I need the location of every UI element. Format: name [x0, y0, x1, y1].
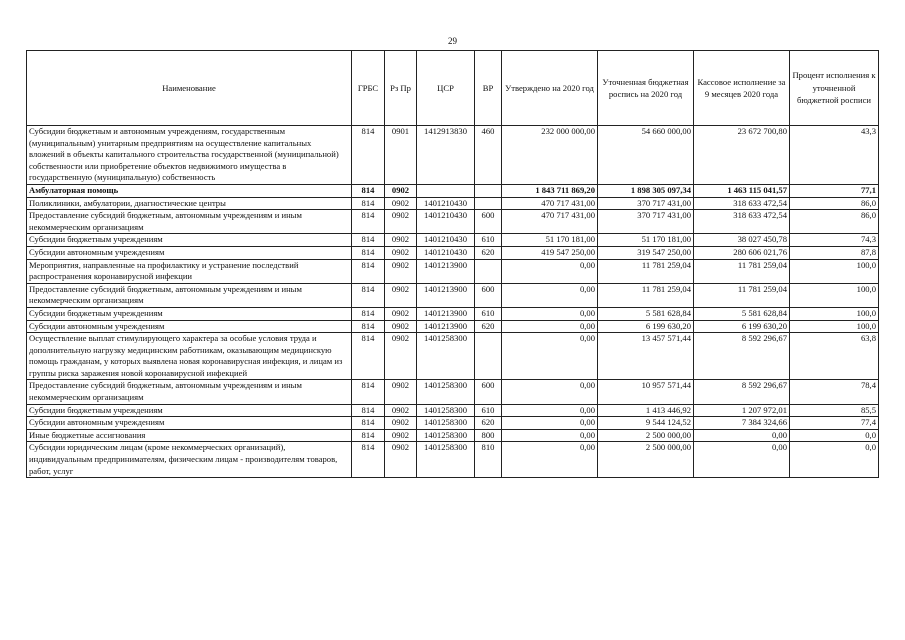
header-approved: Утверждено на 2020 год [502, 51, 598, 126]
cell-cash: 7 384 324,66 [694, 417, 790, 430]
cell-cash: 23 672 700,80 [694, 126, 790, 185]
header-csr: ЦСР [417, 51, 475, 126]
cell-rzpr: 0902 [385, 234, 417, 247]
cell-cash: 0,00 [694, 442, 790, 478]
cell-refined: 1 898 305 097,34 [598, 184, 694, 197]
cell-grbs: 814 [352, 259, 385, 283]
cell-grbs: 814 [352, 333, 385, 380]
cell-approved: 0,00 [502, 333, 598, 380]
cell-rzpr: 0902 [385, 246, 417, 259]
cell-cash: 11 781 259,04 [694, 259, 790, 283]
cell-rzpr: 0902 [385, 333, 417, 380]
cell-refined: 5 581 628,84 [598, 307, 694, 320]
table-row [27, 197, 879, 210]
cell-vr: 600 [475, 210, 502, 234]
cell-rzpr: 0902 [385, 417, 417, 430]
cell-percent: 100,0 [790, 320, 879, 333]
cell-refined: 1 413 446,92 [598, 404, 694, 417]
cell-percent: 74,3 [790, 234, 879, 247]
cell-grbs: 814 [352, 210, 385, 234]
cell-percent: 86,0 [790, 197, 879, 210]
cell-refined: 13 457 571,44 [598, 333, 694, 380]
cell-percent: 100,0 [790, 283, 879, 307]
cell-name: Поликлиники, амбулатории, диагностические центры [27, 197, 352, 210]
cell-vr: 620 [475, 320, 502, 333]
table-row [27, 442, 879, 478]
cell-cash: 38 027 450,78 [694, 234, 790, 247]
cell-rzpr: 0902 [385, 184, 417, 197]
cell-grbs: 814 [352, 197, 385, 210]
cell-cash: 318 633 472,54 [694, 197, 790, 210]
table-row [27, 404, 879, 417]
cell-name: Мероприятия, направленные на профилактику и устранение последствий распространения коронавирусной инфекции [27, 259, 352, 283]
cell-refined: 319 547 250,00 [598, 246, 694, 259]
cell-percent: 86,0 [790, 210, 879, 234]
cell-csr: 1401258300 [417, 442, 475, 478]
table-row [27, 320, 879, 333]
header-cash: Кассовое исполнение за 9 месяцев 2020 года [694, 51, 790, 126]
table-row [27, 429, 879, 442]
cell-name: Субсидии бюджетным учреждениям [27, 234, 352, 247]
table-row [27, 259, 879, 283]
cell-grbs: 814 [352, 417, 385, 430]
cell-grbs: 814 [352, 283, 385, 307]
header-vr: ВР [475, 51, 502, 126]
cell-vr: 610 [475, 404, 502, 417]
cell-csr: 1401210430 [417, 210, 475, 234]
cell-approved: 51 170 181,00 [502, 234, 598, 247]
cell-grbs: 814 [352, 404, 385, 417]
cell-name: Предоставление субсидий бюджетным, автономным учреждениям и иным некоммерческим организациям [27, 283, 352, 307]
cell-csr [417, 184, 475, 197]
header-grbs: ГРБС [352, 51, 385, 126]
cell-approved: 0,00 [502, 429, 598, 442]
cell-approved: 0,00 [502, 283, 598, 307]
cell-name: Иные бюджетные ассигнования [27, 429, 352, 442]
cell-grbs: 814 [352, 442, 385, 478]
cell-percent: 0,0 [790, 429, 879, 442]
table-header-row [27, 51, 879, 126]
cell-cash: 6 199 630,20 [694, 320, 790, 333]
cell-grbs: 814 [352, 429, 385, 442]
cell-approved: 470 717 431,00 [502, 197, 598, 210]
cell-approved: 232 000 000,00 [502, 126, 598, 185]
cell-refined: 6 199 630,20 [598, 320, 694, 333]
cell-name: Предоставление субсидий бюджетным, автономным учреждениям и иным некоммерческим организациям [27, 380, 352, 404]
cell-percent: 87,8 [790, 246, 879, 259]
cell-csr: 1412913830 [417, 126, 475, 185]
table-row [27, 234, 879, 247]
cell-vr: 460 [475, 126, 502, 185]
cell-refined: 54 660 000,00 [598, 126, 694, 185]
cell-cash: 318 633 472,54 [694, 210, 790, 234]
cell-refined: 11 781 259,04 [598, 259, 694, 283]
cell-approved: 0,00 [502, 380, 598, 404]
cell-rzpr: 0902 [385, 197, 417, 210]
cell-name: Субсидии автономным учреждениям [27, 246, 352, 259]
cell-grbs: 814 [352, 184, 385, 197]
cell-csr: 1401258300 [417, 429, 475, 442]
cell-grbs: 814 [352, 234, 385, 247]
cell-csr: 1401258300 [417, 417, 475, 430]
cell-csr: 1401258300 [417, 404, 475, 417]
cell-grbs: 814 [352, 126, 385, 185]
table-row [27, 307, 879, 320]
cell-cash: 1 207 972,01 [694, 404, 790, 417]
cell-refined: 2 500 000,00 [598, 429, 694, 442]
cell-csr: 1401213900 [417, 259, 475, 283]
cell-name: Амбулаторная помощь [27, 184, 352, 197]
table-row [27, 210, 879, 234]
cell-name: Субсидии автономным учреждениям [27, 320, 352, 333]
cell-cash: 280 606 021,76 [694, 246, 790, 259]
cell-csr: 1401213900 [417, 283, 475, 307]
cell-vr [475, 333, 502, 380]
cell-rzpr: 0902 [385, 380, 417, 404]
cell-percent: 43,3 [790, 126, 879, 185]
cell-name: Осуществление выплат стимулирующего характера за особые условия труда и дополнительную нагрузку медицинским работникам, оказывающим медицинскую помощь гражданам, у которых выявлена новая коронавирусная инфекция, и лицам из группы риска заражения новой коронавирусной инфекцией [27, 333, 352, 380]
table-row [27, 184, 879, 197]
cell-vr [475, 259, 502, 283]
cell-name: Субсидии бюджетным и автономным учреждениям, государственным (муниципальным) унитарным предприятиям на осуществление капитальных вложений в объекты капитального строительства государственной (муниципальной) собственности или приобретение объектов недвижимого имущества в государственную (муниципальную) собственность [27, 126, 352, 185]
header-name: Наименование [27, 51, 352, 126]
cell-cash: 5 581 628,84 [694, 307, 790, 320]
cell-percent: 63,8 [790, 333, 879, 380]
cell-refined: 2 500 000,00 [598, 442, 694, 478]
cell-csr: 1401258300 [417, 380, 475, 404]
header-rzpr: Рз Пр [385, 51, 417, 126]
cell-csr: 1401213900 [417, 320, 475, 333]
cell-cash: 8 592 296,67 [694, 333, 790, 380]
cell-approved: 470 717 431,00 [502, 210, 598, 234]
cell-percent: 100,0 [790, 259, 879, 283]
cell-rzpr: 0901 [385, 126, 417, 185]
cell-approved: 0,00 [502, 404, 598, 417]
cell-approved: 0,00 [502, 259, 598, 283]
cell-rzpr: 0902 [385, 283, 417, 307]
page-number: 29 [448, 36, 457, 46]
cell-name: Субсидии бюджетным учреждениям [27, 404, 352, 417]
budget-execution-table [26, 50, 879, 478]
cell-approved: 0,00 [502, 320, 598, 333]
cell-csr: 1401258300 [417, 333, 475, 380]
cell-csr: 1401210430 [417, 246, 475, 259]
cell-grbs: 814 [352, 320, 385, 333]
cell-cash: 1 463 115 041,57 [694, 184, 790, 197]
cell-rzpr: 0902 [385, 404, 417, 417]
cell-grbs: 814 [352, 380, 385, 404]
cell-vr: 620 [475, 246, 502, 259]
cell-percent: 0,0 [790, 442, 879, 478]
cell-approved: 0,00 [502, 442, 598, 478]
cell-refined: 370 717 431,00 [598, 210, 694, 234]
cell-rzpr: 0902 [385, 307, 417, 320]
cell-refined: 9 544 124,52 [598, 417, 694, 430]
cell-percent: 77,4 [790, 417, 879, 430]
cell-approved: 0,00 [502, 307, 598, 320]
table-row [27, 333, 879, 380]
header-refined: Уточненная бюджетная роспись на 2020 год [598, 51, 694, 126]
cell-percent: 78,4 [790, 380, 879, 404]
cell-refined: 11 781 259,04 [598, 283, 694, 307]
cell-approved: 0,00 [502, 417, 598, 430]
cell-grbs: 814 [352, 307, 385, 320]
cell-csr: 1401210430 [417, 197, 475, 210]
cell-vr: 600 [475, 380, 502, 404]
cell-vr: 600 [475, 283, 502, 307]
cell-rzpr: 0902 [385, 442, 417, 478]
cell-percent: 100,0 [790, 307, 879, 320]
cell-csr: 1401213900 [417, 307, 475, 320]
cell-rzpr: 0902 [385, 429, 417, 442]
header-percent: Процент исполнения к уточненной бюджетной росписи [790, 51, 879, 126]
cell-rzpr: 0902 [385, 259, 417, 283]
cell-rzpr: 0902 [385, 320, 417, 333]
cell-grbs: 814 [352, 246, 385, 259]
cell-vr: 620 [475, 417, 502, 430]
cell-vr: 810 [475, 442, 502, 478]
table-row [27, 380, 879, 404]
cell-cash: 8 592 296,67 [694, 380, 790, 404]
cell-vr [475, 184, 502, 197]
table-row [27, 417, 879, 430]
table-row [27, 246, 879, 259]
table-row [27, 283, 879, 307]
cell-csr: 1401210430 [417, 234, 475, 247]
cell-name: Субсидии юридическим лицам (кроме некоммерческих организаций), индивидуальным предпринимателям, физическим лицам - производителям товаров, работ, услуг [27, 442, 352, 478]
cell-approved: 419 547 250,00 [502, 246, 598, 259]
cell-rzpr: 0902 [385, 210, 417, 234]
cell-percent: 85,5 [790, 404, 879, 417]
cell-vr: 800 [475, 429, 502, 442]
cell-cash: 11 781 259,04 [694, 283, 790, 307]
cell-vr: 610 [475, 234, 502, 247]
cell-vr: 610 [475, 307, 502, 320]
table-row [27, 126, 879, 185]
cell-vr [475, 197, 502, 210]
cell-refined: 370 717 431,00 [598, 197, 694, 210]
cell-refined: 10 957 571,44 [598, 380, 694, 404]
cell-cash: 0,00 [694, 429, 790, 442]
cell-name: Субсидии автономным учреждениям [27, 417, 352, 430]
cell-percent: 77,1 [790, 184, 879, 197]
table-body [27, 126, 879, 478]
cell-refined: 51 170 181,00 [598, 234, 694, 247]
cell-name: Предоставление субсидий бюджетным, автономным учреждениям и иным некоммерческим организациям [27, 210, 352, 234]
cell-name: Субсидии бюджетным учреждениям [27, 307, 352, 320]
cell-approved: 1 843 711 869,20 [502, 184, 598, 197]
